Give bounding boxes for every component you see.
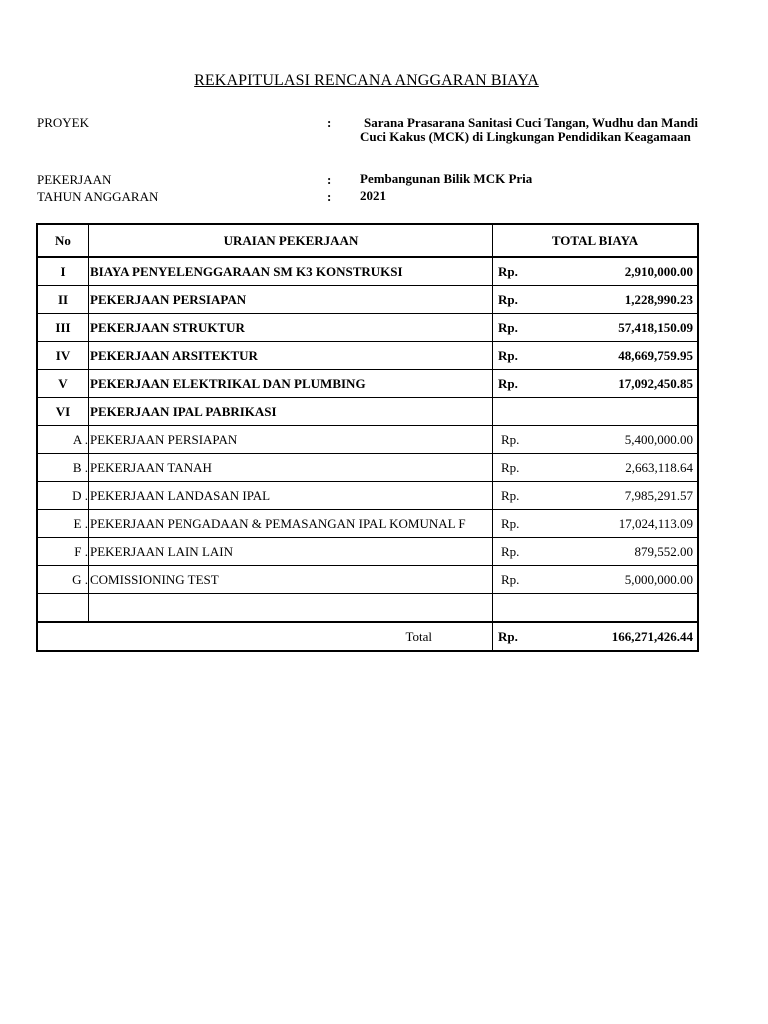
row-no: VI (37, 398, 89, 426)
table-row (37, 342, 698, 370)
row-cost (493, 257, 699, 286)
row-desc: PEKERJAAN PENGADAAN & PEMASANGAN IPAL KOMUNAL F (89, 510, 493, 538)
empty-cell (493, 594, 699, 623)
row-currency: Rp. (501, 460, 520, 475)
pekerjaan-label: PEKERJAAN (37, 172, 112, 187)
table-row (37, 257, 698, 286)
tahun-anggaran-colon: : (327, 189, 332, 204)
empty-cell (37, 594, 89, 623)
row-desc: PEKERJAAN LANDASAN IPAL (89, 482, 493, 510)
table-row (37, 538, 698, 566)
table-row (37, 370, 698, 398)
row-desc: PEKERJAAN STRUKTUR (89, 314, 493, 342)
tahun-anggaran-label: TAHUN ANGGARAN (37, 189, 159, 204)
table-row (37, 398, 698, 426)
total-cost (493, 622, 699, 651)
table-header-row (37, 224, 698, 257)
row-amount: 17,024,113.09 (618, 516, 693, 531)
row-cost (493, 342, 699, 370)
row-desc: PEKERJAAN TANAH (89, 454, 493, 482)
pekerjaan-colon: : (327, 172, 332, 187)
row-amount: 5,400,000.00 (624, 432, 693, 447)
row-amount: 879,552.00 (634, 544, 693, 559)
row-no: III (37, 314, 89, 342)
header-uraian: URAIAN PEKERJAAN (89, 224, 493, 257)
empty-row (37, 594, 698, 623)
row-amount: 17,092,450.85 (618, 376, 693, 391)
total-label: Total (37, 622, 493, 651)
row-currency: Rp. (501, 516, 520, 531)
row-desc: PEKERJAAN LAIN LAIN (89, 538, 493, 566)
row-no: B . (37, 454, 89, 482)
table-row (37, 510, 698, 538)
table-row (37, 426, 698, 454)
empty-cell (89, 594, 493, 623)
row-currency: Rp. (498, 376, 518, 391)
row-cost (493, 454, 699, 482)
row-no: V (37, 370, 89, 398)
row-cost (493, 398, 699, 426)
row-amount: 5,000,000.00 (624, 572, 693, 587)
row-no: IV (37, 342, 89, 370)
row-no: A . (37, 426, 89, 454)
row-desc: PEKERJAAN PERSIAPAN (89, 286, 493, 314)
pekerjaan-value: Pembangunan Bilik MCK Pria (360, 171, 533, 186)
row-amount: 7,985,291.57 (624, 488, 693, 503)
row-amount: 2,663,118.64 (625, 460, 693, 475)
row-currency: Rp. (498, 320, 518, 335)
row-no: E . (37, 510, 89, 538)
row-no: F . (37, 538, 89, 566)
table-row (37, 286, 698, 314)
table-row (37, 314, 698, 342)
table-row (37, 566, 698, 594)
header-total: TOTAL BIAYA (493, 224, 699, 257)
row-currency: Rp. (498, 348, 518, 363)
proyek-label: PROYEK (37, 115, 90, 130)
row-cost (493, 482, 699, 510)
table-row (37, 482, 698, 510)
proyek-value: Sarana Prasarana Sanitasi Cuci Tangan, Wudhu dan Mandi Cuci Kakus (MCK) di Lingkungan Pendidikan Keagamaan (360, 115, 699, 144)
row-desc: PEKERJAAN PERSIAPAN (89, 426, 493, 454)
row-currency: Rp. (501, 488, 520, 503)
header-no: No (37, 224, 89, 257)
total-amount: 166,271,426.44 (611, 629, 693, 644)
row-no: D . (37, 482, 89, 510)
tahun-anggaran-value: 2021 (360, 188, 386, 203)
budget-table (36, 223, 699, 652)
row-currency: Rp. (498, 292, 518, 307)
proyek-colon: : (327, 115, 332, 130)
row-currency: Rp. (501, 572, 520, 587)
row-cost (493, 314, 699, 342)
total-currency: Rp. (498, 629, 518, 644)
row-cost (493, 538, 699, 566)
row-cost (493, 510, 699, 538)
row-cost (493, 426, 699, 454)
row-cost (493, 370, 699, 398)
document-title: REKAPITULASI RENCANA ANGGARAN BIAYA (194, 72, 539, 89)
row-amount: 57,418,150.09 (618, 320, 693, 335)
row-amount: 2,910,000.00 (624, 264, 693, 279)
total-row (37, 622, 698, 651)
row-currency: Rp. (498, 264, 518, 279)
row-desc: PEKERJAAN IPAL PABRIKASI (89, 398, 493, 426)
row-amount: 48,669,759.95 (618, 348, 693, 363)
row-desc: COMISSIONING TEST (89, 566, 493, 594)
row-currency: Rp. (501, 544, 520, 559)
row-desc: PEKERJAAN ARSITEKTUR (89, 342, 493, 370)
table-row (37, 454, 698, 482)
row-desc: PEKERJAAN ELEKTRIKAL DAN PLUMBING (89, 370, 493, 398)
row-no: G . (37, 566, 89, 594)
row-amount: 1,228,990.23 (624, 292, 693, 307)
row-cost (493, 286, 699, 314)
row-no: I (37, 257, 89, 286)
row-cost (493, 566, 699, 594)
row-currency: Rp. (501, 432, 520, 447)
row-desc: BIAYA PENYELENGGARAAN SM K3 KONSTRUKSI (89, 257, 493, 286)
row-no: II (37, 286, 89, 314)
